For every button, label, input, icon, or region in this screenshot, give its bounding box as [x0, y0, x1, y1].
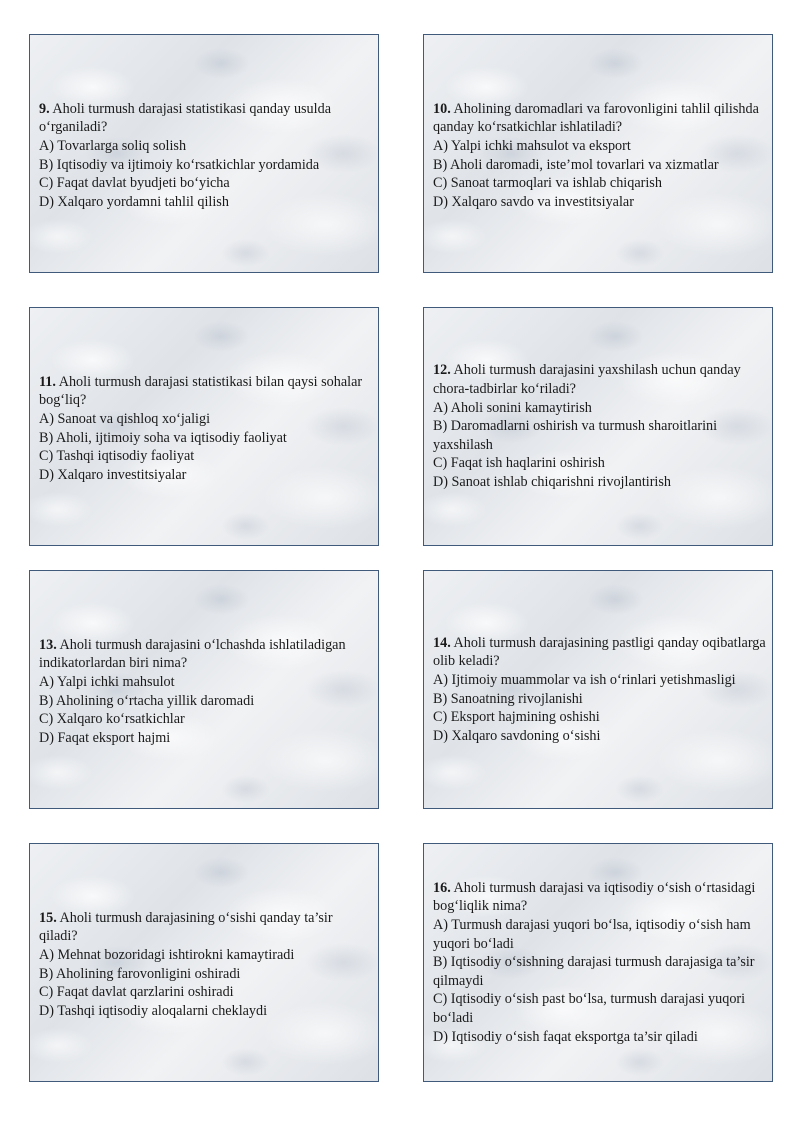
question-text [433, 100, 766, 137]
option-c: C) Sanoat tarmoqlari va ishlab chiqarish [433, 175, 662, 192]
question-card-15 [29, 843, 379, 1082]
question-card-11 [29, 307, 379, 546]
option-c: C) Eksport hajmining oshishi [433, 709, 600, 726]
question-text [433, 634, 766, 671]
question-card-10 [423, 34, 773, 273]
option-a: A) Turmush darajasi yuqori bo‘lsa, iqtisodiy o‘sish ham yuqori bo‘ladi [433, 917, 751, 952]
option-c: C) Faqat ish haqlarini oshirish [433, 455, 605, 472]
question-body: Aholi turmush darajasining pastligi qanday oqibatlarga olib keladi? [433, 634, 766, 670]
option-b: B) Daromadlarni oshirish va turmush sharoitlarini yaxshilash [433, 418, 718, 453]
option-b: B) Aholining farovonligini oshiradi [39, 965, 241, 982]
question-body: Aholi turmush darajasi statistikasi qanday usulda o‘rganiladi? [39, 100, 331, 136]
card-content [39, 844, 372, 1081]
option-d: D) Xalqaro savdo va investitsiyalar [433, 193, 634, 210]
option-a: A) Yalpi ichki mahsulot [39, 673, 175, 690]
question-number: 9. [39, 100, 50, 117]
option-d: D) Xalqaro yordamni tahlil qilish [39, 193, 229, 210]
question-text [433, 361, 766, 398]
question-number: 14. [433, 634, 451, 651]
question-text [39, 100, 372, 137]
question-card-14 [423, 570, 773, 809]
option-a: A) Sanoat va qishloq xo‘jaligi [39, 410, 211, 427]
option-d: D) Sanoat ishlab chiqarishni rivojlantirish [433, 473, 671, 490]
question-card-13 [29, 570, 379, 809]
question-text [39, 909, 372, 946]
option-c: C) Tashqi iqtisodiy faoliyat [39, 448, 195, 465]
card-content [433, 571, 766, 808]
option-a: A) Tovarlarga soliq solish [39, 137, 187, 154]
question-body: Aholi turmush darajasi va iqtisodiy o‘sish o‘rtasidagi bog‘liqlik nima? [433, 879, 756, 915]
question-number: 10. [433, 100, 451, 117]
option-b: B) Sanoatning rivojlanishi [433, 690, 583, 707]
option-b: B) Iqtisodiy va ijtimoiy ko‘rsatkichlar yordamida [39, 156, 320, 173]
question-number: 16. [433, 879, 451, 896]
option-d: D) Tashqi iqtisodiy aloqalarni cheklaydi [39, 1002, 268, 1019]
option-c: C) Faqat davlat qarzlarini oshiradi [39, 984, 234, 1001]
option-b: B) Aholi, ijtimoiy soha va iqtisodiy faoliyat [39, 429, 287, 446]
option-b: B) Aholining o‘rtacha yillik daromadi [39, 692, 255, 709]
question-card-16 [423, 843, 773, 1082]
option-b: B) Aholi daromadi, iste’mol tovarlari va xizmatlar [433, 156, 719, 173]
question-body: Aholi turmush darajasini yaxshilash uchun qanday chora-tadbirlar ko‘riladi? [433, 362, 741, 398]
card-content [39, 308, 372, 545]
card-content [433, 308, 766, 545]
card-content [433, 844, 766, 1081]
question-body: Aholi turmush darajasini o‘lchashda ishlatiladigan indikatorlardan biri nima? [39, 636, 346, 672]
question-body: Aholi turmush darajasining o‘sishi qanday ta’sir qiladi? [39, 909, 333, 945]
option-a: A) Aholi sonini kamaytirish [433, 399, 592, 416]
option-a: A) Ijtimoiy muammolar va ish o‘rinlari yetishmasligi [433, 671, 736, 688]
option-d: D) Iqtisodiy o‘sish faqat eksportga ta’sir qiladi [433, 1028, 698, 1045]
card-content [39, 35, 372, 272]
question-number: 12. [433, 362, 451, 379]
option-c: C) Xalqaro ko‘rsatkichlar [39, 711, 185, 728]
option-b: B) Iqtisodiy o‘sishning darajasi turmush darajasiga ta’sir qilmaydi [433, 954, 755, 989]
option-a: A) Mehnat bozoridagi ishtirokni kamaytiradi [39, 946, 295, 963]
card-content [433, 35, 766, 272]
question-body: Aholining daromadlari va farovonligini tahlil qilishda qanday ko‘rsatkichlar ishlatiladi? [433, 100, 759, 136]
question-text [433, 879, 766, 916]
question-number: 15. [39, 909, 57, 926]
option-a: A) Yalpi ichki mahsulot va eksport [433, 137, 631, 154]
question-number: 13. [39, 636, 57, 653]
option-d: D) Xalqaro savdoning o‘sishi [433, 727, 601, 744]
question-number: 11. [39, 373, 56, 390]
option-d: D) Xalqaro investitsiyalar [39, 466, 187, 483]
option-c: C) Iqtisodiy o‘sish past bo‘lsa, turmush darajasi yuqori bo‘ladi [433, 991, 746, 1026]
question-text [39, 636, 372, 673]
option-c: C) Faqat davlat byudjeti bo‘yicha [39, 175, 230, 192]
question-card-9 [29, 34, 379, 273]
question-text [39, 373, 372, 410]
card-content [39, 571, 372, 808]
option-d: D) Faqat eksport hajmi [39, 729, 171, 746]
question-body: Aholi turmush darajasi statistikasi bilan qaysi sohalar bog‘liq? [39, 373, 363, 409]
question-card-12 [423, 307, 773, 546]
